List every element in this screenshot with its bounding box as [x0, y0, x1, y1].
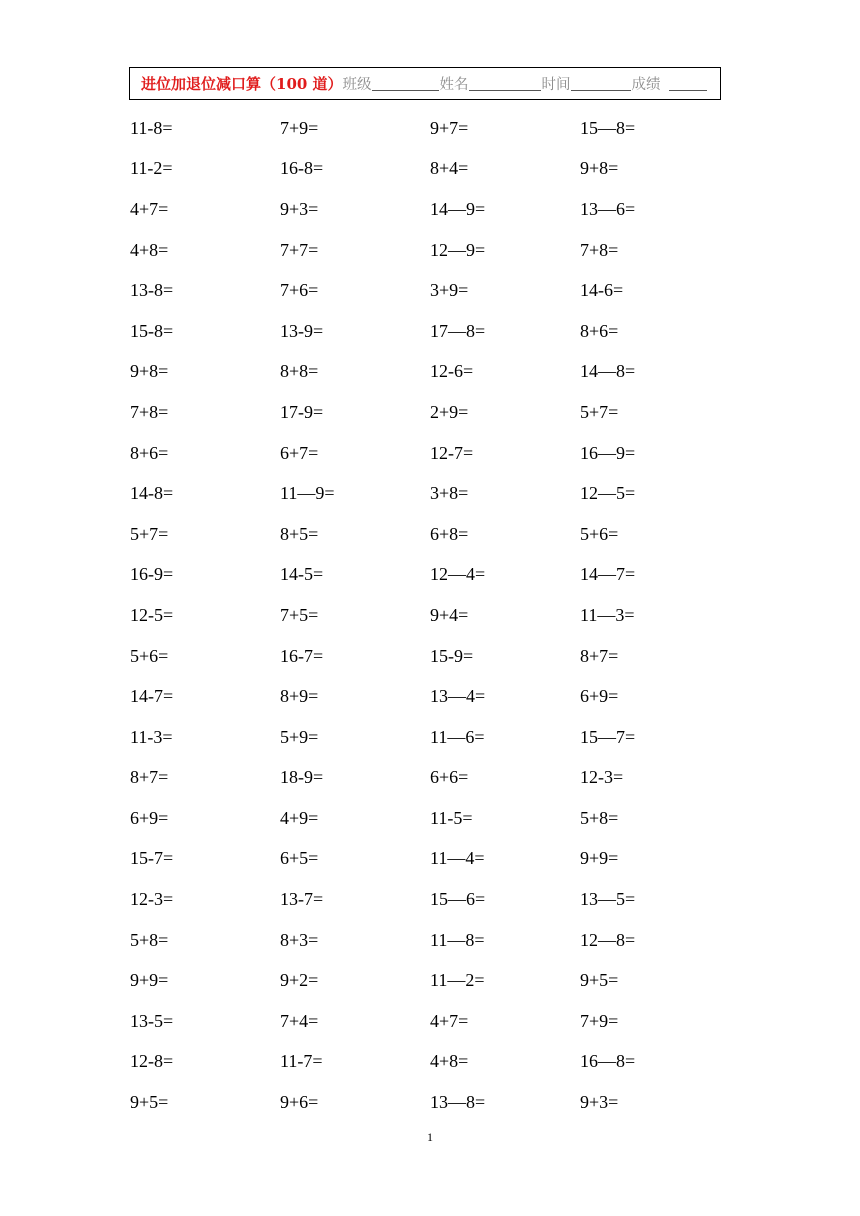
math-problem: 2+9=	[430, 401, 469, 422]
problem-row	[130, 473, 730, 514]
math-problem: 5+8=	[580, 807, 619, 828]
problem-row	[130, 230, 730, 271]
math-problem: 12-7=	[430, 442, 474, 463]
math-problem: 14—7=	[580, 564, 636, 585]
math-problem: 15—8=	[580, 117, 636, 138]
math-problem: 15—7=	[580, 726, 636, 747]
math-problem: 8+3=	[280, 929, 319, 950]
math-problem: 8+5=	[280, 523, 319, 544]
math-problem: 12-6=	[430, 361, 474, 382]
math-problem: 12-3=	[130, 889, 174, 910]
problem-row	[130, 595, 730, 636]
math-problem: 7+9=	[580, 1010, 619, 1031]
math-problem: 16—9=	[580, 442, 636, 463]
math-problem: 7+5=	[280, 604, 319, 625]
math-problem: 12—9=	[430, 239, 486, 260]
math-problem: 5+8=	[130, 929, 169, 950]
math-problem: 14—9=	[430, 198, 486, 219]
math-problem: 9+2=	[280, 970, 319, 991]
math-problem: 5+9=	[280, 726, 319, 747]
problem-row	[130, 758, 730, 799]
problem-row	[130, 839, 730, 880]
name-label: 姓名	[439, 77, 469, 93]
problem-row	[130, 879, 730, 920]
math-problem: 14-6=	[580, 280, 624, 301]
math-problem: 12-5=	[130, 604, 174, 625]
math-problem: 11-2=	[130, 158, 173, 179]
problem-row	[130, 555, 730, 596]
problem-row	[130, 270, 730, 311]
problem-row	[130, 798, 730, 839]
math-problem: 9+7=	[430, 117, 469, 138]
math-problem: 12-3=	[580, 767, 624, 788]
time-label: 时间	[541, 77, 571, 93]
math-problem: 14-7=	[130, 686, 174, 707]
math-problem: 9+6=	[280, 1092, 319, 1113]
math-problem: 7+4=	[280, 1010, 319, 1031]
math-problem: 6+6=	[430, 767, 469, 788]
math-problem: 11—4=	[430, 848, 485, 869]
problem-row	[130, 311, 730, 352]
worksheet-header	[129, 67, 721, 100]
problem-row	[130, 717, 730, 758]
math-problem: 11-3=	[130, 726, 173, 747]
math-problem: 14-8=	[130, 483, 174, 504]
name-blank[interactable]	[469, 76, 541, 91]
problem-row	[130, 514, 730, 555]
math-problem: 16-8=	[280, 158, 324, 179]
math-problem: 9+9=	[580, 848, 619, 869]
problem-row	[130, 960, 730, 1001]
math-problem: 4+7=	[430, 1010, 469, 1031]
problem-grid	[130, 108, 730, 1123]
math-problem: 6+8=	[430, 523, 469, 544]
math-problem: 7+9=	[280, 117, 319, 138]
math-problem: 13—8=	[430, 1092, 486, 1113]
math-problem: 16-9=	[130, 564, 174, 585]
score-label: 成绩	[631, 77, 661, 93]
problem-row	[130, 1082, 730, 1123]
math-problem: 15-7=	[130, 848, 174, 869]
math-problem: 17—8=	[430, 320, 486, 341]
problem-row	[130, 920, 730, 961]
problem-row	[130, 392, 730, 433]
math-problem: 3+8=	[430, 483, 469, 504]
math-problem: 9+5=	[130, 1092, 169, 1113]
problem-row	[130, 189, 730, 230]
problem-row	[130, 1042, 730, 1083]
math-problem: 9+3=	[280, 198, 319, 219]
math-problem: 13—5=	[580, 889, 636, 910]
math-problem: 11-8=	[130, 117, 173, 138]
math-problem: 6+7=	[280, 442, 319, 463]
math-problem: 17-9=	[280, 401, 324, 422]
math-problem: 7+7=	[280, 239, 319, 260]
problem-row	[130, 149, 730, 190]
math-problem: 14—8=	[580, 361, 636, 382]
math-problem: 4+8=	[130, 239, 169, 260]
worksheet-title: 进位加退位减口算（100 道）	[141, 75, 343, 93]
math-problem: 11-7=	[280, 1051, 323, 1072]
math-problem: 8+7=	[580, 645, 619, 666]
math-problem: 9+3=	[580, 1092, 619, 1113]
problem-row	[130, 1001, 730, 1042]
math-problem: 5+7=	[580, 401, 619, 422]
math-problem: 6+9=	[580, 686, 619, 707]
math-problem: 6+5=	[280, 848, 319, 869]
problem-row	[130, 636, 730, 677]
math-problem: 12-8=	[130, 1051, 174, 1072]
problem-row	[130, 108, 730, 149]
math-problem: 7+6=	[280, 280, 319, 301]
math-problem: 4+7=	[130, 198, 169, 219]
math-problem: 12—5=	[580, 483, 636, 504]
math-problem: 13-9=	[280, 320, 324, 341]
math-problem: 7+8=	[130, 401, 169, 422]
class-blank[interactable]	[372, 76, 439, 91]
math-problem: 9+8=	[580, 158, 619, 179]
math-problem: 9+9=	[130, 970, 169, 991]
class-label: 班级	[342, 77, 372, 93]
math-problem: 16-7=	[280, 645, 324, 666]
math-problem: 14-5=	[280, 564, 324, 585]
math-problem: 11—2=	[430, 970, 485, 991]
problem-row	[130, 676, 730, 717]
math-problem: 11—6=	[430, 726, 485, 747]
math-problem: 12—4=	[430, 564, 486, 585]
math-problem: 5+6=	[580, 523, 619, 544]
math-problem: 5+6=	[130, 645, 169, 666]
math-problem: 8+6=	[580, 320, 619, 341]
math-problem: 13-5=	[130, 1010, 174, 1031]
math-problem: 8+4=	[430, 158, 469, 179]
math-problem: 8+6=	[130, 442, 169, 463]
math-problem: 4+9=	[280, 807, 319, 828]
math-problem: 11—3=	[580, 604, 635, 625]
math-problem: 7+8=	[580, 239, 619, 260]
math-problem: 13-7=	[280, 889, 324, 910]
math-problem: 11-5=	[430, 807, 473, 828]
math-problem: 15-8=	[130, 320, 174, 341]
math-problem: 12—8=	[580, 929, 636, 950]
math-problem: 18-9=	[280, 767, 324, 788]
math-problem: 9+8=	[130, 361, 169, 382]
math-problem: 11—8=	[430, 929, 485, 950]
math-problem: 11—9=	[280, 483, 335, 504]
math-problem: 6+9=	[130, 807, 169, 828]
math-problem: 3+9=	[430, 280, 469, 301]
math-problem: 9+4=	[430, 604, 469, 625]
math-problem: 8+7=	[130, 767, 169, 788]
page-number: 1	[427, 1130, 433, 1144]
math-problem: 15-9=	[430, 645, 474, 666]
math-problem: 8+8=	[280, 361, 319, 382]
math-problem: 13-8=	[130, 280, 174, 301]
math-problem: 9+5=	[580, 970, 619, 991]
score-blank[interactable]	[669, 76, 707, 91]
math-problem: 15—6=	[430, 889, 486, 910]
math-problem: 13—6=	[580, 198, 636, 219]
math-problem: 13—4=	[430, 686, 486, 707]
time-blank[interactable]	[571, 76, 631, 91]
math-problem: 8+9=	[280, 686, 319, 707]
problem-row	[130, 352, 730, 393]
problem-row	[130, 433, 730, 474]
math-problem: 4+8=	[430, 1051, 469, 1072]
math-problem: 5+7=	[130, 523, 169, 544]
math-problem: 16—8=	[580, 1051, 636, 1072]
